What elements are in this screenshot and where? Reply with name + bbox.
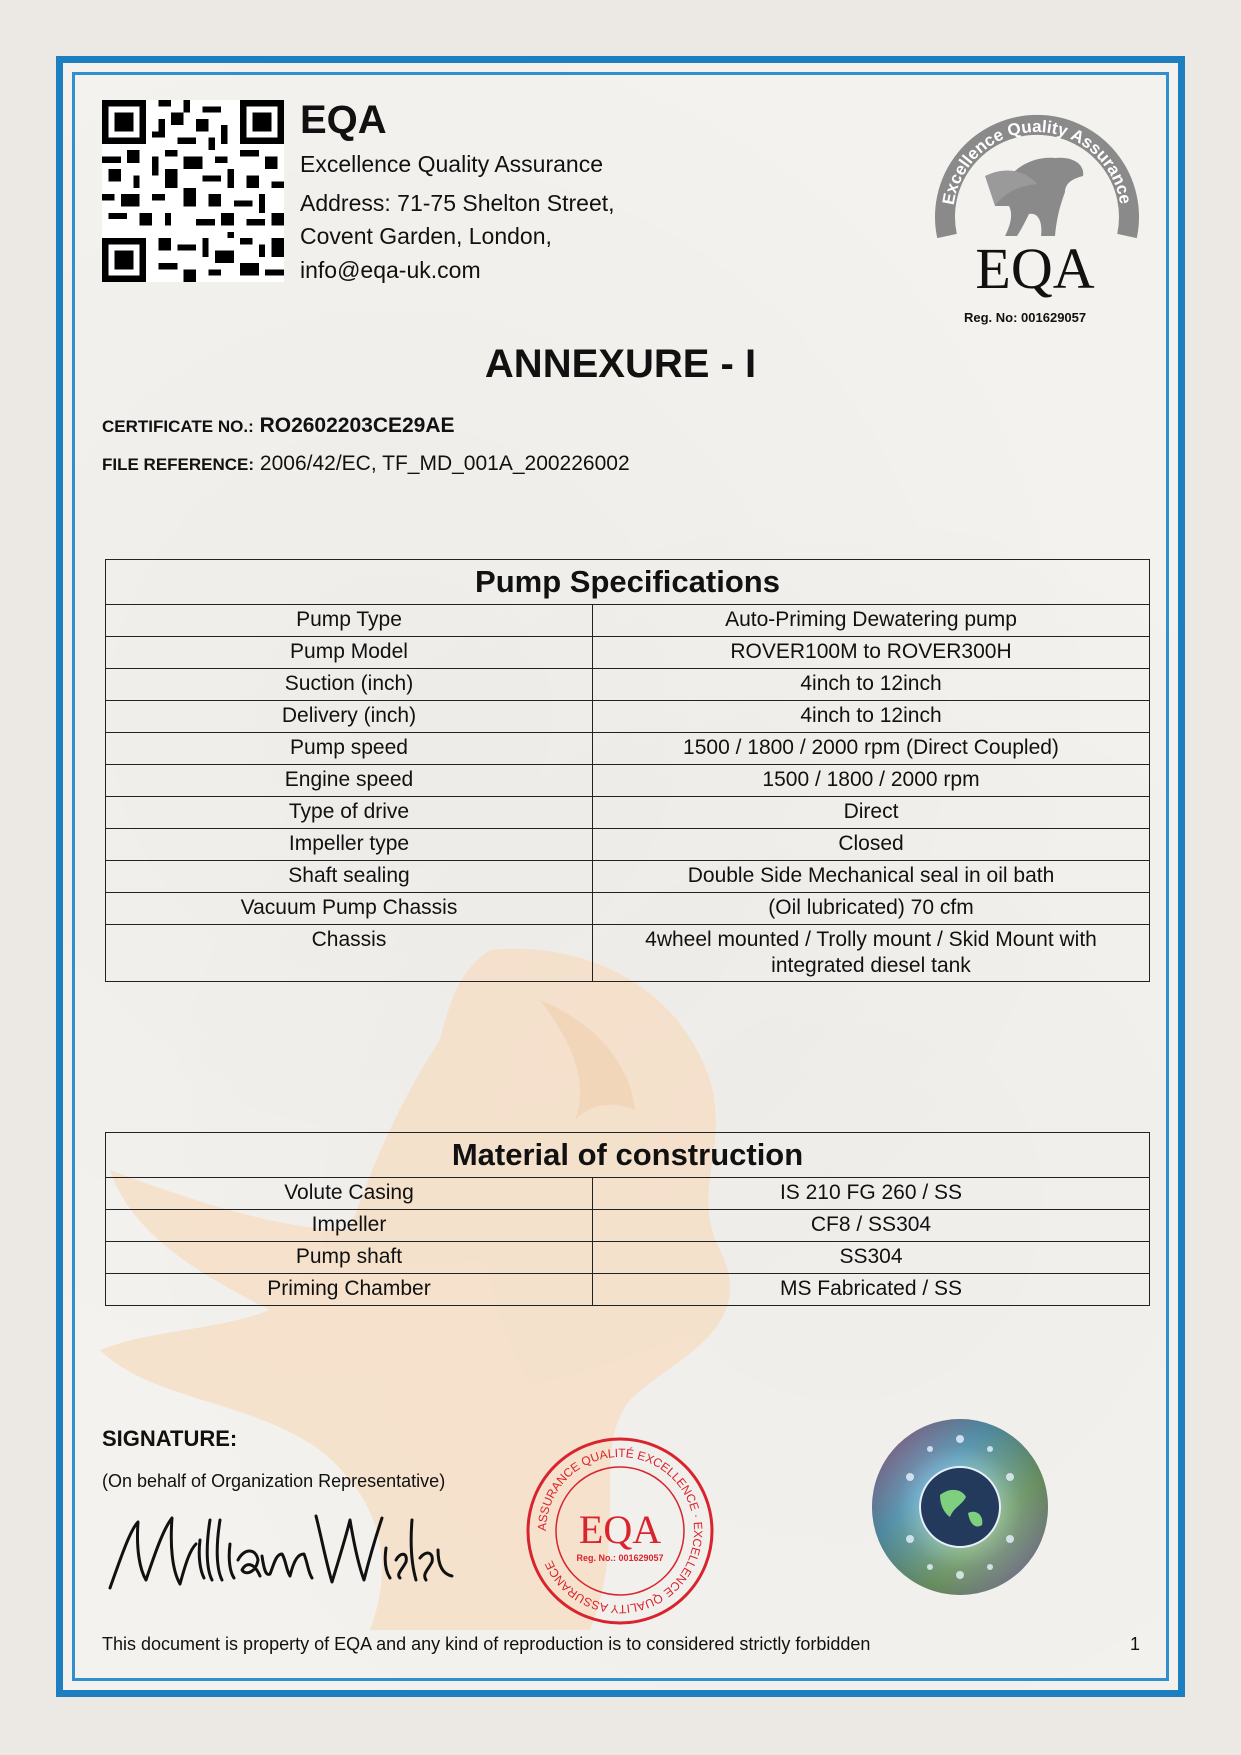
- table-row: [106, 701, 1150, 733]
- cell-label: Pump Type: [106, 605, 593, 637]
- cell-label: Priming Chamber: [106, 1274, 593, 1306]
- cell-label: Pump speed: [106, 733, 593, 765]
- cell-value: Closed: [593, 829, 1150, 861]
- table-heading: Pump Specifications: [106, 560, 1150, 605]
- file-reference-value: 2006/42/EC, TF_MD_001A_200226002: [259, 452, 630, 475]
- address-line-1: Address: 71-75 Shelton Street,: [300, 190, 615, 216]
- table-row: [106, 1210, 1150, 1242]
- table-row: [106, 925, 1150, 982]
- table-row: [106, 637, 1150, 669]
- cell-value: ROVER100M to ROVER300H: [593, 637, 1150, 669]
- handwritten-signature: [100, 1500, 460, 1600]
- cell-value: 4wheel mounted / Trolly mount / Skid Mount with integrated diesel tank: [593, 925, 1150, 982]
- cell-value: 1500 / 1800 / 2000 rpm: [593, 765, 1150, 797]
- file-reference: [102, 452, 630, 476]
- table-row: [106, 829, 1150, 861]
- table-heading: Material of construction: [106, 1133, 1150, 1178]
- signature-title: SIGNATURE:: [102, 1426, 238, 1451]
- table-row: [106, 765, 1150, 797]
- cell-value: SS304: [593, 1242, 1150, 1274]
- cell-value: 4inch to 12inch: [593, 701, 1150, 733]
- stamp-wordmark: EQA: [578, 1507, 662, 1552]
- logo-ring-text: Excellence Quality Assurance: [938, 116, 1136, 207]
- cell-label: Suction (inch): [106, 669, 593, 701]
- table-row: [106, 861, 1150, 893]
- eqa-stamp-icon: [524, 1435, 716, 1627]
- logo-reg-no: Reg. No: 001629057: [964, 310, 1087, 325]
- cell-value: Auto-Priming Dewatering pump: [593, 605, 1150, 637]
- page-number: 1: [1130, 1634, 1141, 1654]
- qr-code-icon: [102, 100, 284, 282]
- eqa-logo-icon: [925, 96, 1145, 304]
- cell-label: Engine speed: [106, 765, 593, 797]
- cell-value: IS 210 FG 260 / SS: [593, 1178, 1150, 1210]
- cell-value: CF8 / SS304: [593, 1210, 1150, 1242]
- stamp-ring-text: ASSURANCE QUALITÉ EXCELLENCE · EXCELLENCE QUALITY ASSURANCE: [534, 1445, 706, 1617]
- cell-label: Type of drive: [106, 797, 593, 829]
- hologram-seal-icon: [870, 1417, 1050, 1597]
- pump-specifications-table: [105, 559, 1150, 982]
- table-row: [106, 1242, 1150, 1274]
- cell-label: Vacuum Pump Chassis: [106, 893, 593, 925]
- file-reference-label: FILE REFERENCE:: [102, 455, 255, 474]
- cell-label: Impeller type: [106, 829, 593, 861]
- table-row: [106, 669, 1150, 701]
- cell-label: Pump shaft: [106, 1242, 593, 1274]
- org-full-name: Excellence Quality Assurance: [300, 151, 603, 177]
- cell-value: Double Side Mechanical seal in oil bath: [593, 861, 1150, 893]
- certificate-label: CERTIFICATE NO.:: [102, 417, 254, 436]
- certificate-value: RO2602203CE29AE: [259, 414, 455, 437]
- cell-label: Shaft sealing: [106, 861, 593, 893]
- table-row: [106, 733, 1150, 765]
- address-line-2: Covent Garden, London,: [300, 223, 552, 249]
- cell-value: (Oil lubricated) 70 cfm: [593, 893, 1150, 925]
- cell-value: 1500 / 1800 / 2000 rpm (Direct Coupled): [593, 733, 1150, 765]
- logo-wordmark: EQA: [975, 236, 1095, 301]
- table-row: [106, 797, 1150, 829]
- footer-disclaimer: This document is property of EQA and any kind of reproduction is to considered strictly forbidden: [102, 1634, 871, 1654]
- cell-value: Direct: [593, 797, 1150, 829]
- org-email: info@eqa-uk.com: [300, 257, 481, 283]
- cell-value: 4inch to 12inch: [593, 669, 1150, 701]
- material-of-construction-table: [105, 1132, 1150, 1306]
- stamp-reg-no: Reg. No.: 001629057: [576, 1553, 664, 1563]
- table-row: [106, 1274, 1150, 1306]
- table-row: [106, 893, 1150, 925]
- cell-label: Pump Model: [106, 637, 593, 669]
- signature-subtitle: (On behalf of Organization Representative): [102, 1471, 446, 1491]
- org-name: EQA: [300, 98, 387, 142]
- cell-label: Delivery (inch): [106, 701, 593, 733]
- cell-label: Chassis: [106, 925, 593, 982]
- cell-label: Volute Casing: [106, 1178, 593, 1210]
- table-row: [106, 1178, 1150, 1210]
- page-title: ANNEXURE - I: [484, 342, 757, 386]
- cell-value: MS Fabricated / SS: [593, 1274, 1150, 1306]
- table-row: [106, 605, 1150, 637]
- certificate-number: [102, 414, 455, 438]
- cell-label: Impeller: [106, 1210, 593, 1242]
